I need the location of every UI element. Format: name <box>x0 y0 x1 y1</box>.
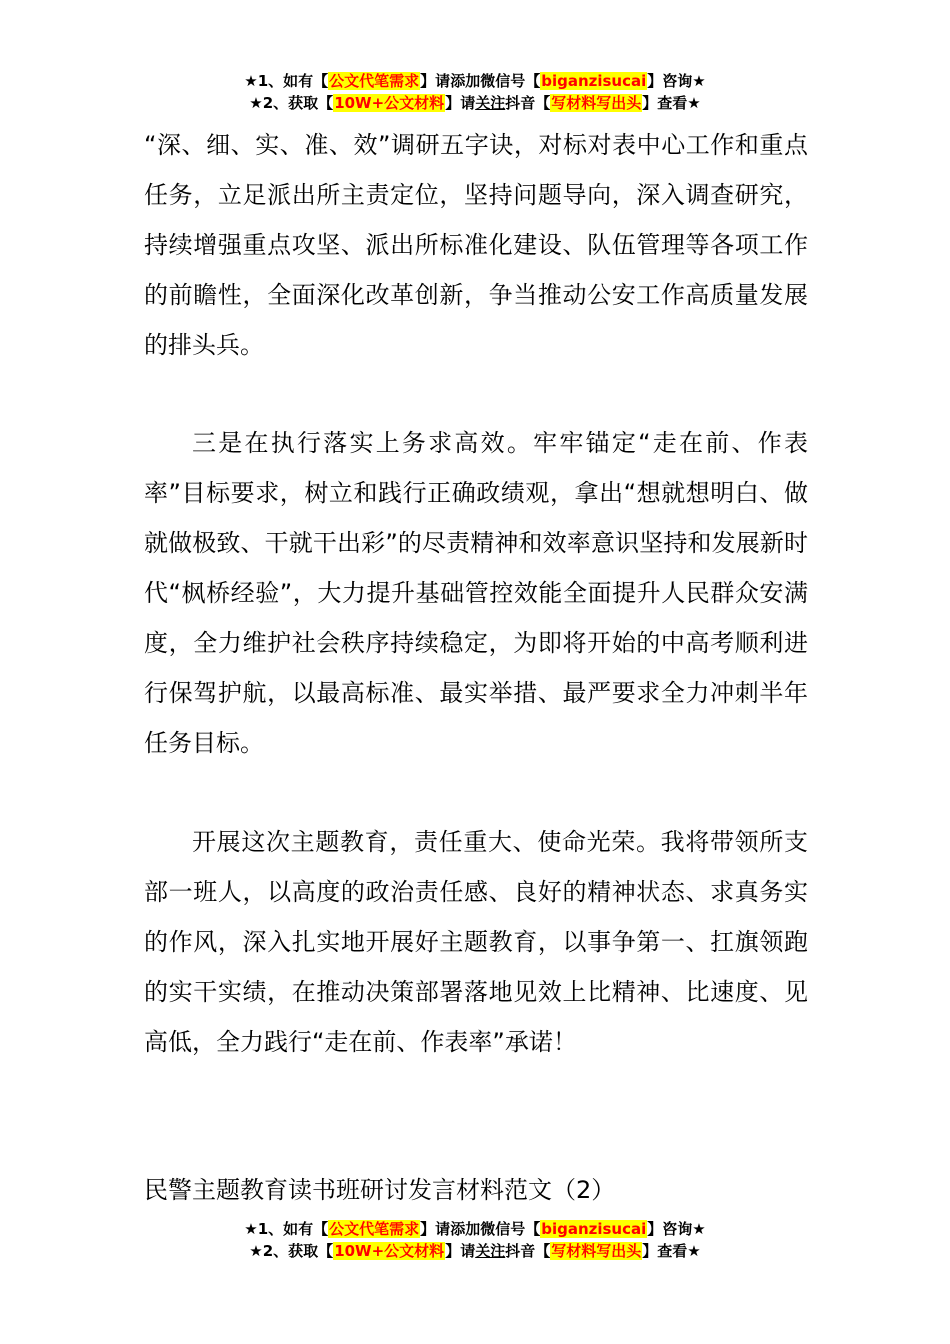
banner-text: 微信号【 <box>480 72 541 90</box>
banner-emphasis: 添加 <box>450 1220 481 1238</box>
body-paragraph-2: 三是在执行落实上务求高效。牢牢锚定“走在前、作表率”目标要求，树立和践行正确政绩观，拿出“想就想明白、做就做极致、干就干出彩”的尽责精神和效率意识坚持和发展新时代“枫桥经验”，大力提升基础管控效能全面提升人民群众安满度，全力维护社会秩序持续稳定，为即将开始的中高考顺利进行保驾护航，以最高标准、最实举措、最严要求全力冲刺半年任务目标。 <box>144 429 808 757</box>
banner-line-1 <box>0 1218 950 1240</box>
banner-highlight: 10W+公文材料 <box>334 94 445 112</box>
banner-emphasis: 添加 <box>450 72 481 90</box>
banner-text: 】请 <box>420 72 451 90</box>
body-paragraph-3: 开展这次主题教育，责任重大、使命光荣。我将带领所支部一班人，以高度的政治责任感、良好的精神状态、求真务实的作风，深入扎实地开展好主题教育，以事争第一、扛旗领跑的实干实绩，在推动决策部署落地见效上比精神、比速度、见高低，全力践行“走在前、作表率”承诺！ <box>144 828 808 1056</box>
banner-text: 微信号【 <box>480 1220 541 1238</box>
promo-banner-bottom <box>0 1218 950 1262</box>
banner-highlight: biganzisucai <box>541 72 647 90</box>
banner-text: ★2、获取【 <box>249 94 334 112</box>
banner-highlight: 公文代笔需求 <box>329 1220 420 1238</box>
banner-text: 】咨询★ <box>647 1220 706 1238</box>
banner-highlight: 10W+公文材料 <box>334 1242 445 1260</box>
banner-text: 】请 <box>445 1242 476 1260</box>
banner-line-1 <box>0 70 950 92</box>
body-paragraph-1: “深、细、实、准、效”调研五字诀，对标对表中心工作和重点任务，立足派出所主责定位，坚持问题导向，深入调查研究，持续增强重点攻坚、派出所标准化建设、队伍管理等各项工作的前瞻性，全面深化改革创新，争当推动公安工作高质量发展的排头兵。 <box>144 131 808 359</box>
banner-highlight: 公文代笔需求 <box>329 72 420 90</box>
banner-text: 】查看★ <box>642 1242 701 1260</box>
banner-text: 抖音【 <box>505 94 551 112</box>
banner-emphasis: 关注 <box>475 1242 506 1260</box>
banner-text: ★1、如有【 <box>244 72 329 90</box>
banner-text: ★2、获取【 <box>249 1242 334 1260</box>
banner-text: 】查看★ <box>642 94 701 112</box>
section-heading: 民警主题教育读书班研讨发言材料范文（2） <box>144 1176 616 1204</box>
banner-highlight: biganzisucai <box>541 1220 647 1238</box>
banner-emphasis: 关注 <box>475 94 506 112</box>
banner-text: 】请 <box>445 94 476 112</box>
banner-highlight: 写材料写出头 <box>551 94 642 112</box>
promo-banner-top <box>0 70 950 114</box>
banner-text: 】咨询★ <box>647 72 706 90</box>
banner-text: 】请 <box>420 1220 451 1238</box>
banner-line-2 <box>0 92 950 114</box>
banner-highlight: 写材料写出头 <box>551 1242 642 1260</box>
banner-text: 抖音【 <box>505 1242 551 1260</box>
banner-line-2 <box>0 1240 950 1262</box>
banner-text: ★1、如有【 <box>244 1220 329 1238</box>
